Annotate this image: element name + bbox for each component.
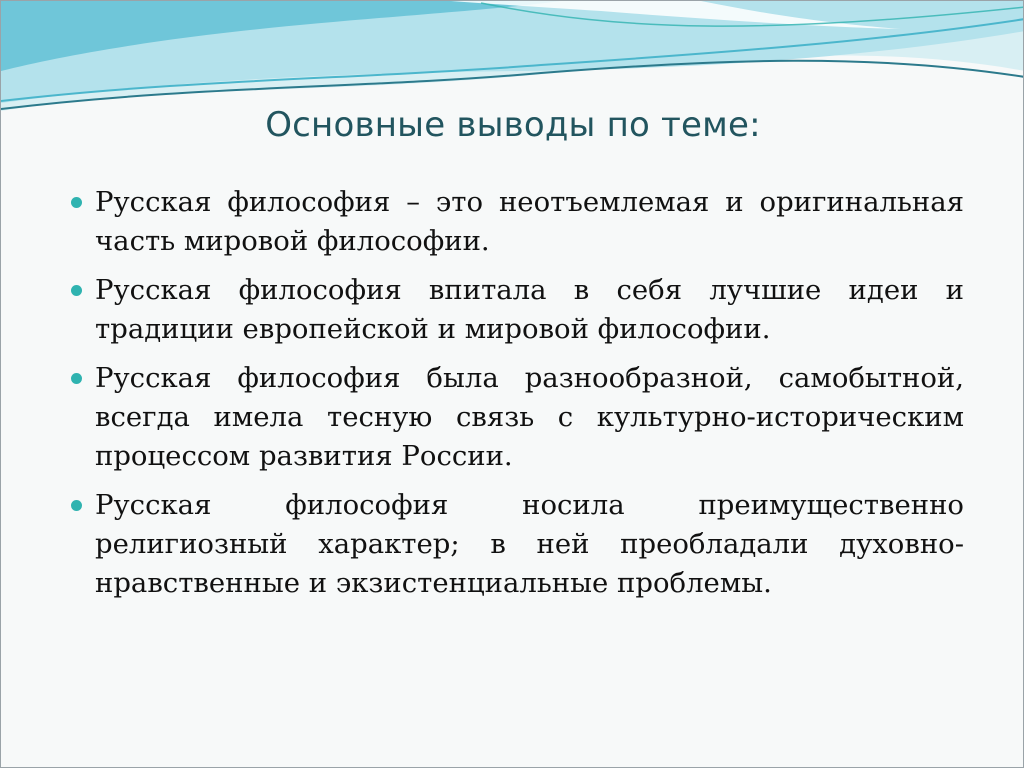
- bullet-dot-icon: [71, 500, 82, 511]
- bullet-dot-icon: [71, 285, 82, 296]
- slide-title: Основные выводы по теме:: [265, 105, 761, 145]
- list-item: [71, 271, 964, 349]
- bullet-text: Русская философия носила преимущественно религиозный характер; в ней преобладали духовно-нравственные и экзистенциальные проблемы.: [95, 489, 964, 599]
- bullet-dot-icon: [71, 197, 82, 208]
- bullet-text: Русская философия – это неотъемлемая и оригинальная часть мировой философии.: [95, 186, 964, 257]
- list-item: [71, 183, 964, 261]
- list-item: [71, 359, 964, 476]
- bullet-text: Русская философия была разнообразной, самобытной, всегда имела тесную связь с культурно-историческим процессом развития России.: [95, 362, 964, 472]
- bullet-dot-icon: [71, 373, 82, 384]
- conclusions-list: [71, 183, 964, 613]
- list-item: [71, 486, 964, 603]
- bullet-text: Русская философия впитала в себя лучшие идеи и традиции европейской и мировой философии.: [95, 274, 964, 345]
